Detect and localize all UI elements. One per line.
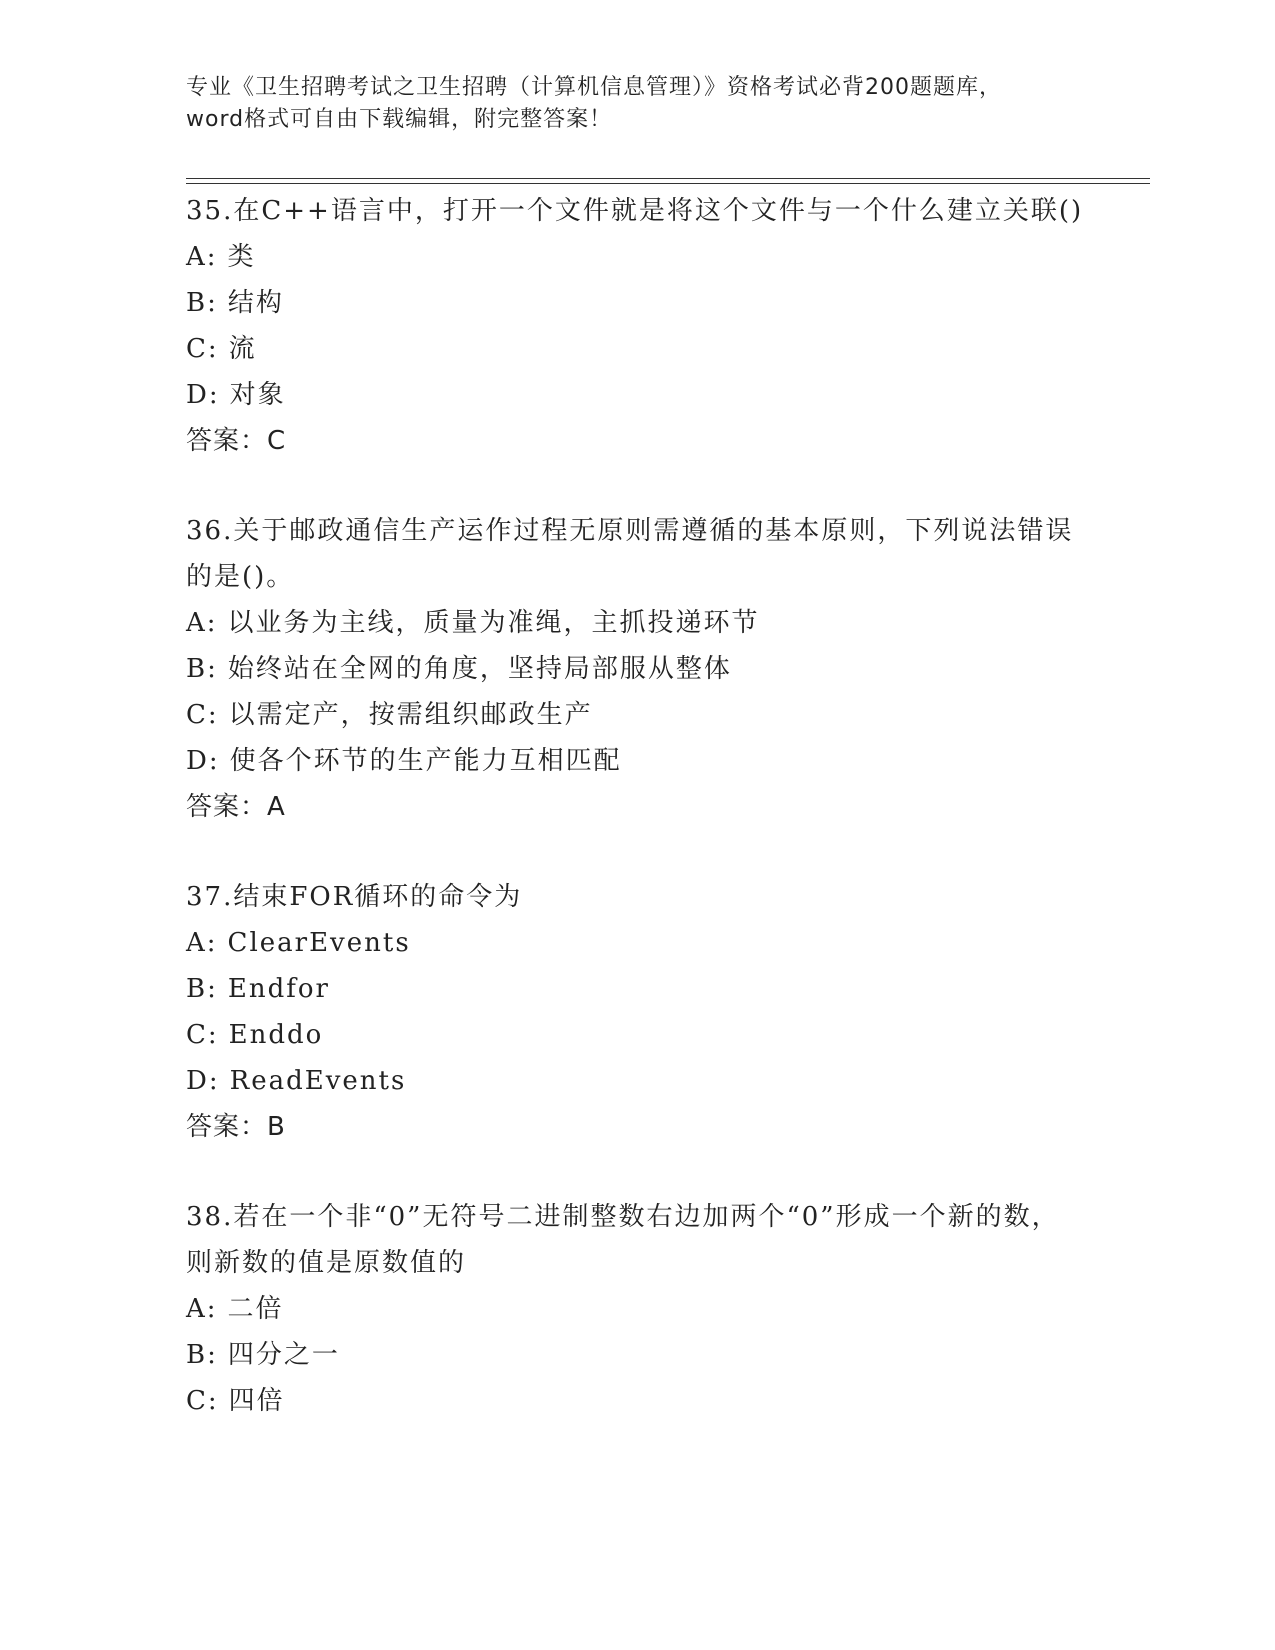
option-key: C	[186, 334, 208, 364]
question-block	[186, 1194, 1086, 1424]
option-key: D	[186, 380, 209, 410]
option-key: A	[186, 928, 207, 958]
question-stem: 38.若在一个非“0”无符号二进制整数右边加两个“0”形成一个新的数，则新数的值是原数值的	[186, 1202, 1060, 1278]
answer-line: 答案：C	[186, 426, 287, 456]
option-key: A	[186, 242, 207, 272]
option-text: 以业务为主线，质量为准绳，主抓投递环节	[227, 608, 760, 638]
document-header	[186, 72, 1086, 136]
question-stem: 35.在C++语言中，打开一个文件就是将这个文件与一个什么建立关联()	[186, 196, 1084, 226]
option-text: 结构	[227, 288, 284, 318]
option-key: C	[186, 1386, 208, 1416]
question-block	[186, 874, 1086, 1150]
answer-option: B: Endfor	[186, 974, 330, 1004]
option-text: 以需定产，按需组织邮政生产	[228, 700, 593, 730]
option-text: 类	[227, 242, 256, 272]
option-key: B	[186, 288, 208, 318]
answer-option: C: 流	[186, 334, 257, 364]
answer-option: C: Enddo	[186, 1020, 324, 1050]
answer-line: 答案：A	[186, 792, 286, 822]
option-text: 四倍	[228, 1386, 285, 1416]
question-block	[186, 188, 1086, 464]
option-key: A	[186, 608, 207, 638]
option-key: A	[186, 1294, 207, 1324]
option-key: B	[186, 654, 208, 684]
option-text: 始终站在全网的角度，坚持局部服从整体	[227, 654, 732, 684]
answer-option: A: ClearEvents	[186, 928, 411, 958]
header-line-2: word格式可自由下载编辑，附完整答案！	[186, 107, 613, 132]
answer-option: A: 二倍	[186, 1294, 284, 1324]
option-text: ReadEvents	[229, 1066, 407, 1096]
answer-option: B: 结构	[186, 288, 284, 318]
answer-option: A: 以业务为主线，质量为准绳，主抓投递环节	[186, 608, 760, 638]
option-text: 使各个环节的生产能力互相匹配	[229, 746, 622, 776]
answer-option: C: 以需定产，按需组织邮政生产	[186, 700, 593, 730]
option-text: 对象	[229, 380, 286, 410]
answer-line: 答案：B	[186, 1112, 286, 1142]
option-text: 二倍	[227, 1294, 284, 1324]
option-text: Endfor	[227, 974, 330, 1004]
option-key: C	[186, 700, 208, 730]
answer-option: B: 四分之一	[186, 1340, 340, 1370]
option-key: D	[186, 1066, 209, 1096]
option-text: Enddo	[228, 1020, 324, 1050]
answer-option: B: 始终站在全网的角度，坚持局部服从整体	[186, 654, 732, 684]
question-block	[186, 508, 1086, 830]
option-key: B	[186, 974, 208, 1004]
question-list	[186, 188, 1086, 1468]
option-key: B	[186, 1340, 208, 1370]
option-text: ClearEvents	[227, 928, 411, 958]
option-text: 流	[228, 334, 257, 364]
answer-option: D: 对象	[186, 380, 286, 410]
option-text: 四分之一	[227, 1340, 340, 1370]
option-key: C	[186, 1020, 208, 1050]
header-line-1: 专业《卫生招聘考试之卫生招聘（计算机信息管理）》资格考试必背200题题库，	[186, 75, 1002, 100]
header-divider-top	[186, 178, 1150, 179]
answer-option: A: 类	[186, 242, 256, 272]
question-stem: 36.关于邮政通信生产运作过程无原则需遵循的基本原则，下列说法错误的是()。	[186, 516, 1074, 592]
option-key: D	[186, 746, 209, 776]
header-divider-bottom	[186, 183, 1150, 184]
answer-option: D: 使各个环节的生产能力互相匹配	[186, 746, 622, 776]
answer-option: D: ReadEvents	[186, 1066, 407, 1096]
question-stem: 37.结束FOR循环的命令为	[186, 882, 523, 912]
answer-option: C: 四倍	[186, 1386, 285, 1416]
